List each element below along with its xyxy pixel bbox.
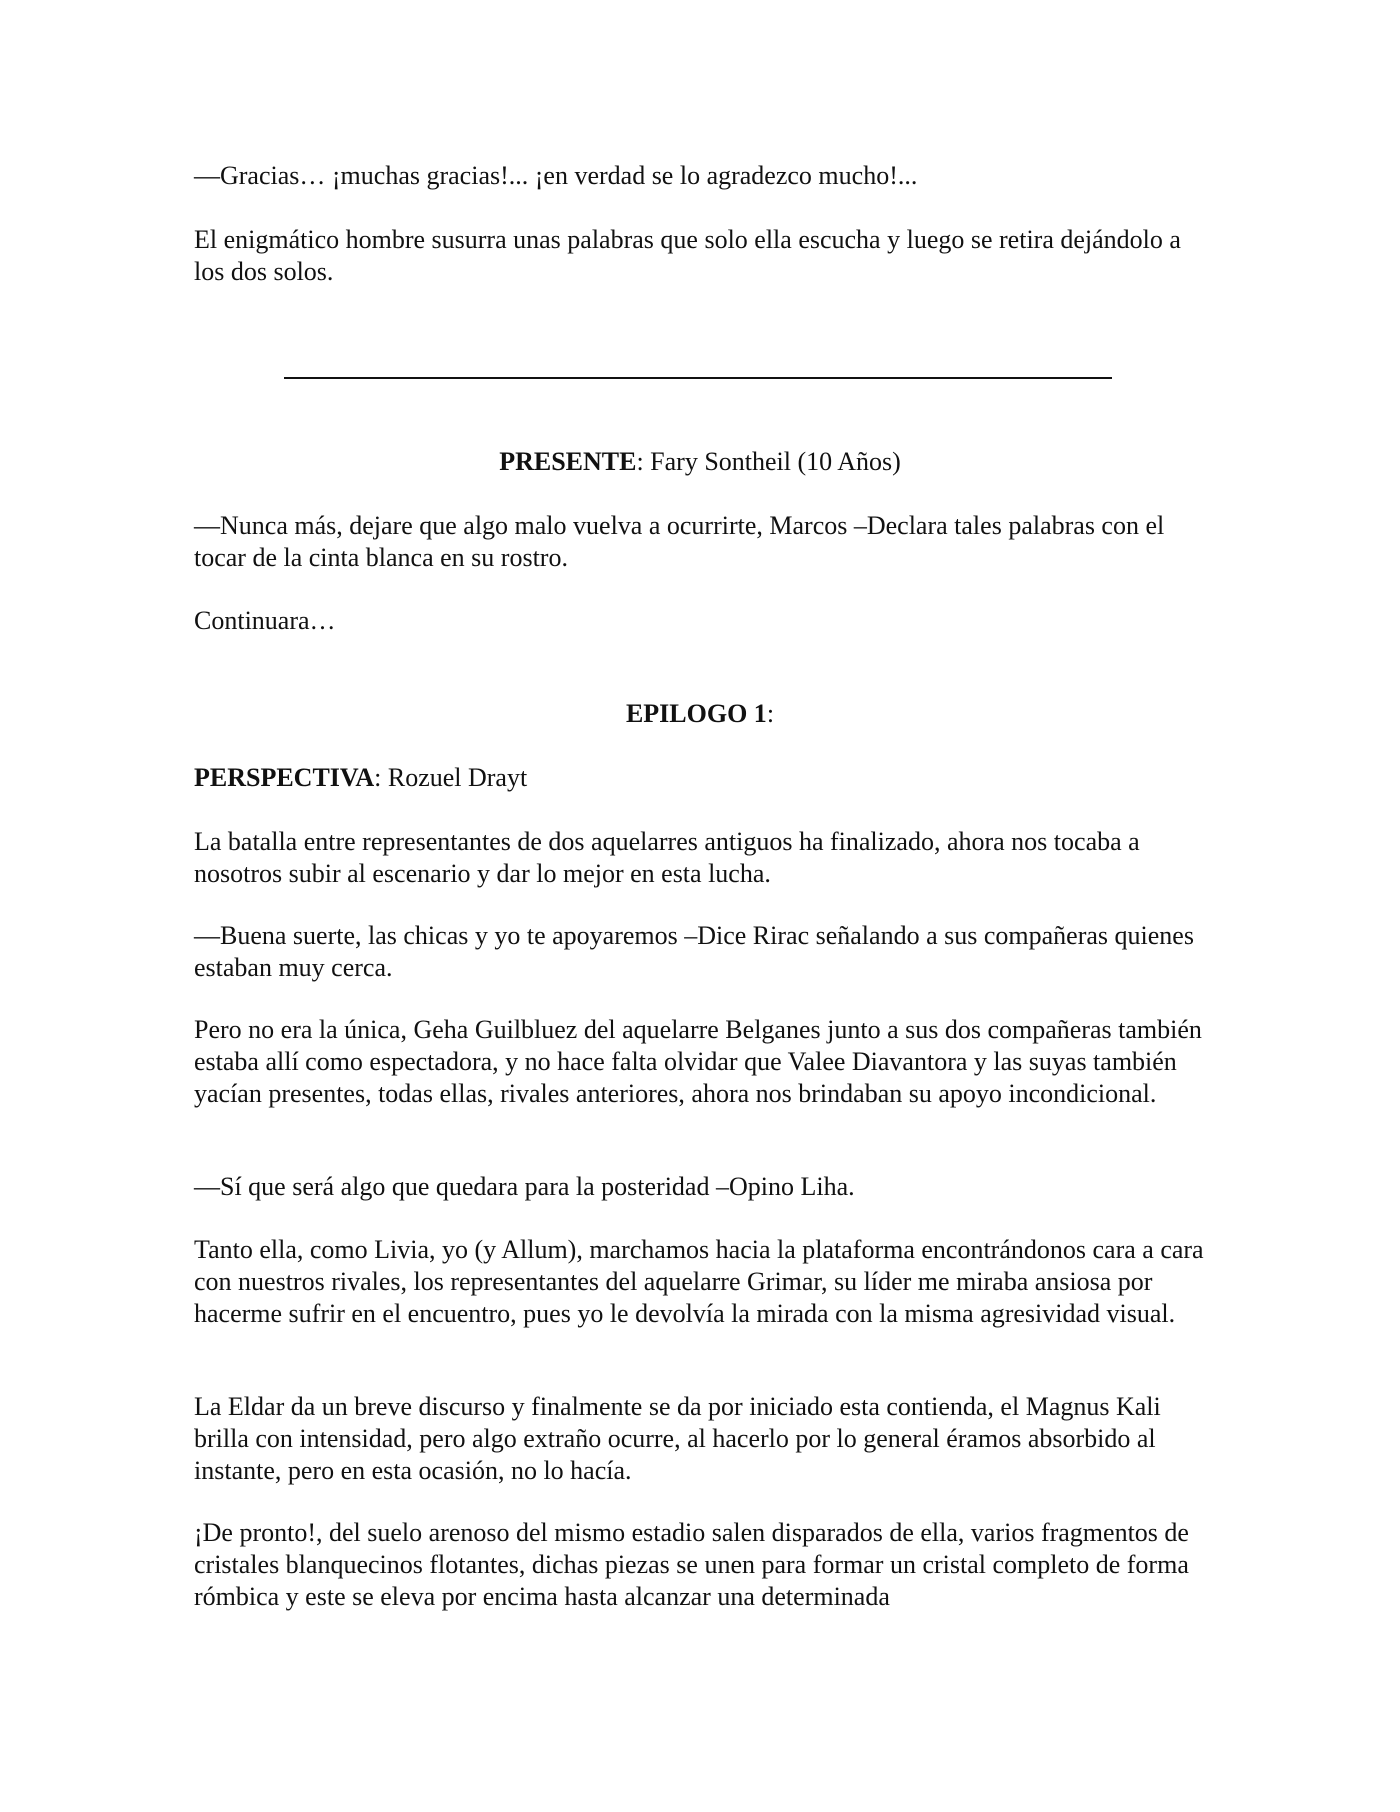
- paragraph-pero-no-era: Pero no era la única, Geha Guilbluez del aquelarre Belganes junto a sus dos compañeras también estaba allí como espectadora, y no hace falta olvidar que Valee Diavantora y las suyas también yacían presentes, todas ellas, rivales anteriores, ahora nos brindaban su apoyo incondicional.: [194, 1015, 1202, 1108]
- paragraph-de-pronto: ¡De pronto!, del suelo arenoso del mismo estadio salen disparados de ella, varios fragmentos de cristales blanquecinos flotantes, dichas piezas se unen para formar un cristal completo de forma rómbica y este se eleva por encima hasta alcanzar una determinada: [194, 1518, 1189, 1611]
- paragraph-tanto-ella: Tanto ella, como Livia, yo (y Allum), marchamos hacia la plataforma encontrándonos cara a cara con nuestros rivales, los representantes del aquelarre Grimar, su líder me miraba ansiosa por hacerme sufrir en el encuentro, pues yo le devolvía la mirada con la misma agresividad visual.: [194, 1235, 1204, 1328]
- heading-presente: [194, 446, 1206, 478]
- paragraph-nunca-mas: —Nunca más, dejare que algo malo vuelva a ocurrirte, Marcos –Declara tales palabras con el tocar de la cinta blanca en su rostro.: [194, 511, 1165, 572]
- paragraph-la-eldar: La Eldar da un breve discurso y finalmente se da por iniciado esta contienda, el Magnus Kali brilla con intensidad, pero algo extraño ocurre, al hacerlo por lo general éramos absorbido al instante, pero en esta ocasión, no lo hacía.: [194, 1392, 1161, 1485]
- heading-presente-rest: : Fary Sontheil (10 Años): [636, 447, 901, 476]
- paragraph-batalla: La batalla entre representantes de dos aquelarres antiguos ha finalizado, ahora nos tocaba a nosotros subir al escenario y dar lo mejor en esta lucha.: [194, 827, 1140, 888]
- paragraph-enigmatico: El enigmático hombre susurra unas palabras que solo ella escucha y luego se retira dejándolo a los dos solos.: [194, 225, 1181, 286]
- heading-presente-label: PRESENTE: [499, 447, 637, 476]
- heading-epilogo: [194, 698, 1206, 730]
- heading-perspectiva: [194, 762, 1206, 794]
- paragraph-gracias: —Gracias… ¡muchas gracias!... ¡en verdad se lo agradezco mucho!...: [194, 161, 918, 190]
- heading-epilogo-label: EPILOGO 1: [625, 699, 767, 728]
- horizontal-divider: [284, 377, 1112, 379]
- heading-perspectiva-label: PERSPECTIVA: [194, 763, 375, 792]
- paragraph-posteridad: —Sí que será algo que quedara para la posteridad –Opino Liha.: [194, 1172, 855, 1201]
- heading-perspectiva-rest: : Rozuel Drayt: [374, 763, 528, 792]
- paragraph-buena-suerte: —Buena suerte, las chicas y yo te apoyaremos –Dice Rirac señalando a sus compañeras quienes estaban muy cerca.: [194, 921, 1194, 982]
- heading-epilogo-rest: :: [766, 699, 775, 728]
- paragraph-continuara: Continuara…: [194, 606, 336, 635]
